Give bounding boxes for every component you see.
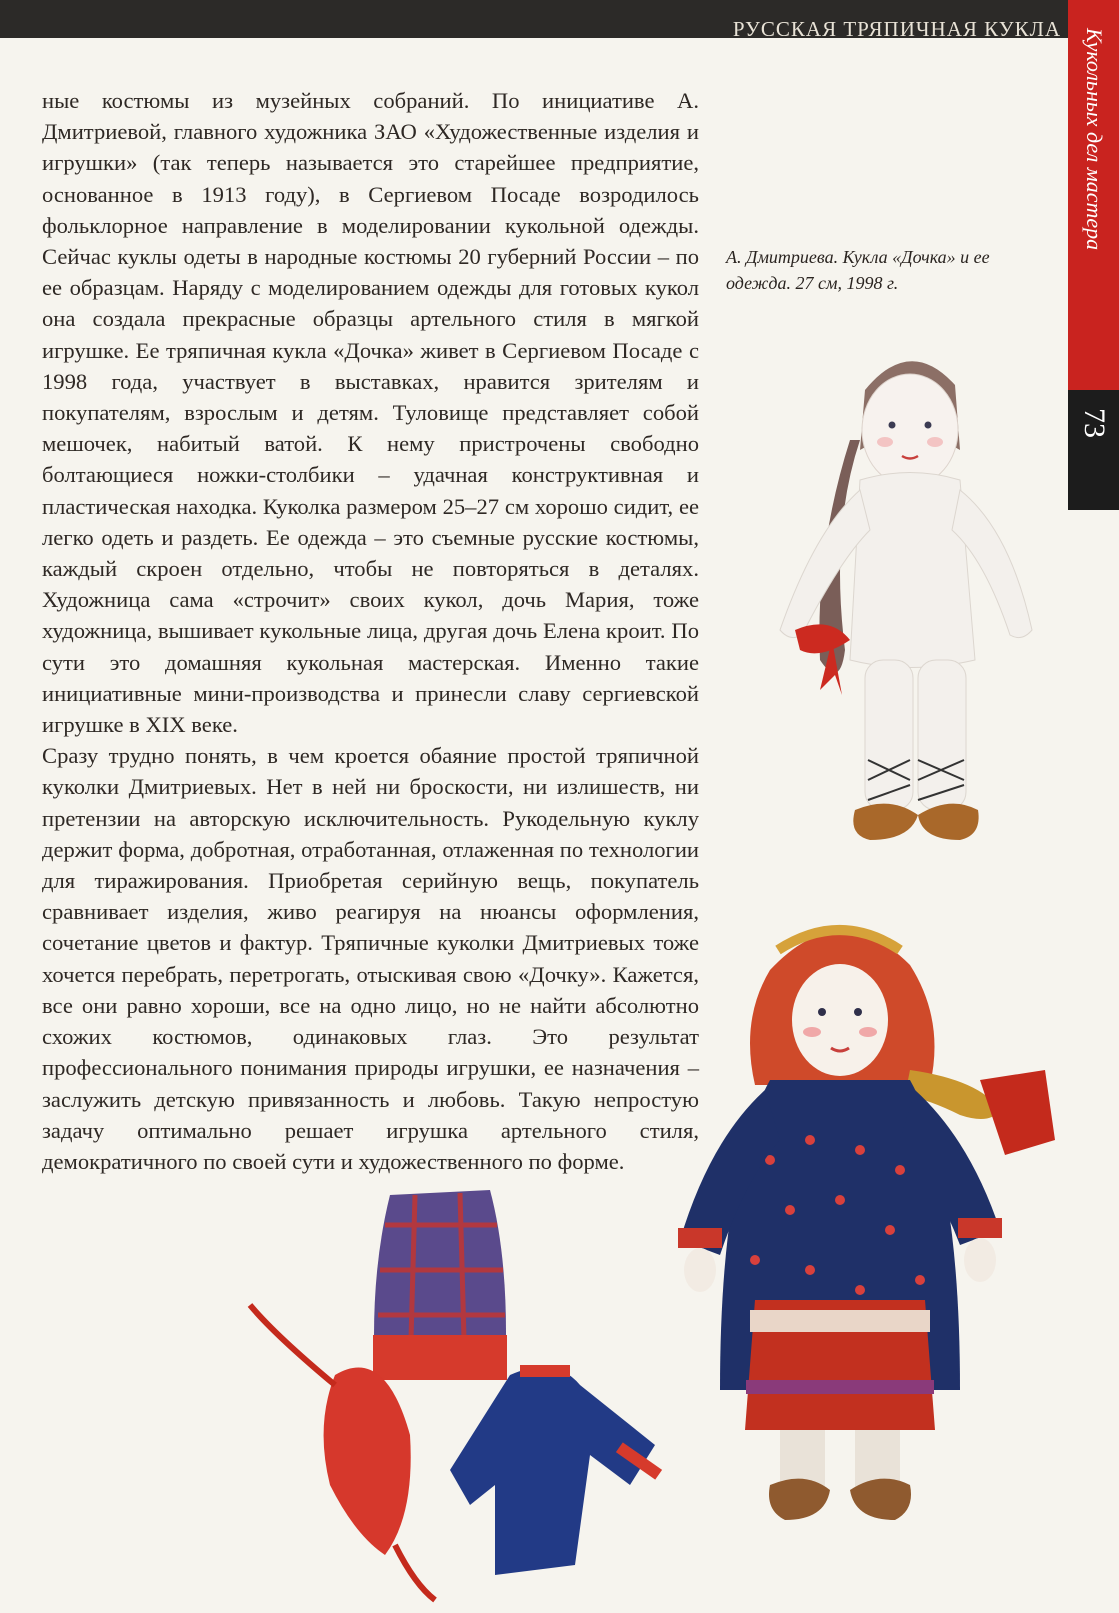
- undressed-doll-photo: [760, 330, 1060, 890]
- doll-left-shoe: [769, 1479, 830, 1520]
- photo-caption: А. Дмитриева. Кукла «Дочка» и ее одежда. 27 см, 1998 г.: [726, 247, 990, 293]
- doll-torso: [850, 473, 975, 668]
- blue-shirt: [450, 1367, 655, 1575]
- paragraph-1: ные костюмы из музейных собраний. По инициативе А. Дмитриевой, главного художника ЗАО «Художественные изделия и игрушки» (так теперь называется это старейшее предприятие, основанное в 1913 году), в Сергиевом Посаде возродилось фольклорное направление в моделировании кукольной одежды. Сейчас куклы одеты в народные костюмы 20 губерний России – по ее образцам. Наряду с моделированием одежды для готовых кукол она создала прекрасные образцы артельного стиля в мягкой игрушке. Ее тряпичная кукла «Дочка» живет в Сергиевом Посаде с 1998 года, участвует в выставках, нравится зрителям и покупателям, взрослым и детям. Туловище представляет собой мешочек, набитый ватой. К нему пристрочены свободно болтающиеся ножки-столбики – удачная конструктивная и пластическая находка. Куколка размером 25–27 см хорошо сидит, ее легко одеть и раздеть. Ее одежда – это съемные русские костюмы, каждый скроен отдельно, чтобы не повторяться в деталях. Художница сама «строчит» своих кукол, дочь Мария, тоже художница, вышивает кукольные лица, другая дочь Елена кроит. По сути это домашняя кукольная мастерская. Именно такие инициативные мини-производства и принесли славу сергиевской игрушке в XIX веке.: [42, 88, 699, 738]
- doll-right-shoe: [918, 804, 979, 840]
- paragraph-2: Сразу трудно понять, в чем кроется обаяние простой тряпичной куколки Дмитриевых. Нет в ней ни броскости, ни излишеств, ни претензии на авторскую исключительность. Рукодельную куклу держит форма, добротная, отработанная, отлаженная по технологии для тиражирования. Приобретая серийную вещь, покупатель сравнивает изделия, живо реагируя на нюансы оформления, сочетание цветов и фактур. Тряпичные куколки Дмитриевых тоже хочется перебрать, перетрогать, отыскивая свою «Дочку». Кажется, все они равно хороши, все на одно лицо, но не найти абсолютно схожих костюмов, одинаковых глаз. Это результат профессионального понимания природы игрушки, ее назначения – заслужить детскую привязанность и любовь. Такую непростую задачу оптимально решает игрушка артельного стиля, демократичного по своей сути и художественного по форме.: [42, 743, 699, 1174]
- running-title: РУССКАЯ ТРЯПИЧНАЯ КУКЛА: [732, 17, 1061, 41]
- doll-hair-ribbon: [980, 1070, 1055, 1155]
- doll-right-shoe: [850, 1479, 911, 1520]
- doll-clothes-photo: [235, 1185, 715, 1605]
- page-number: 73: [1078, 408, 1111, 438]
- section-tab-label: Кукольных дел мастера: [1082, 28, 1107, 251]
- body-text: [42, 85, 699, 1177]
- doll-face: [792, 964, 888, 1076]
- red-headscarf: [324, 1368, 411, 1556]
- doll-head: [862, 374, 958, 486]
- doll-left-shoe: [853, 804, 918, 840]
- dressed-doll-photo: [660, 910, 1060, 1550]
